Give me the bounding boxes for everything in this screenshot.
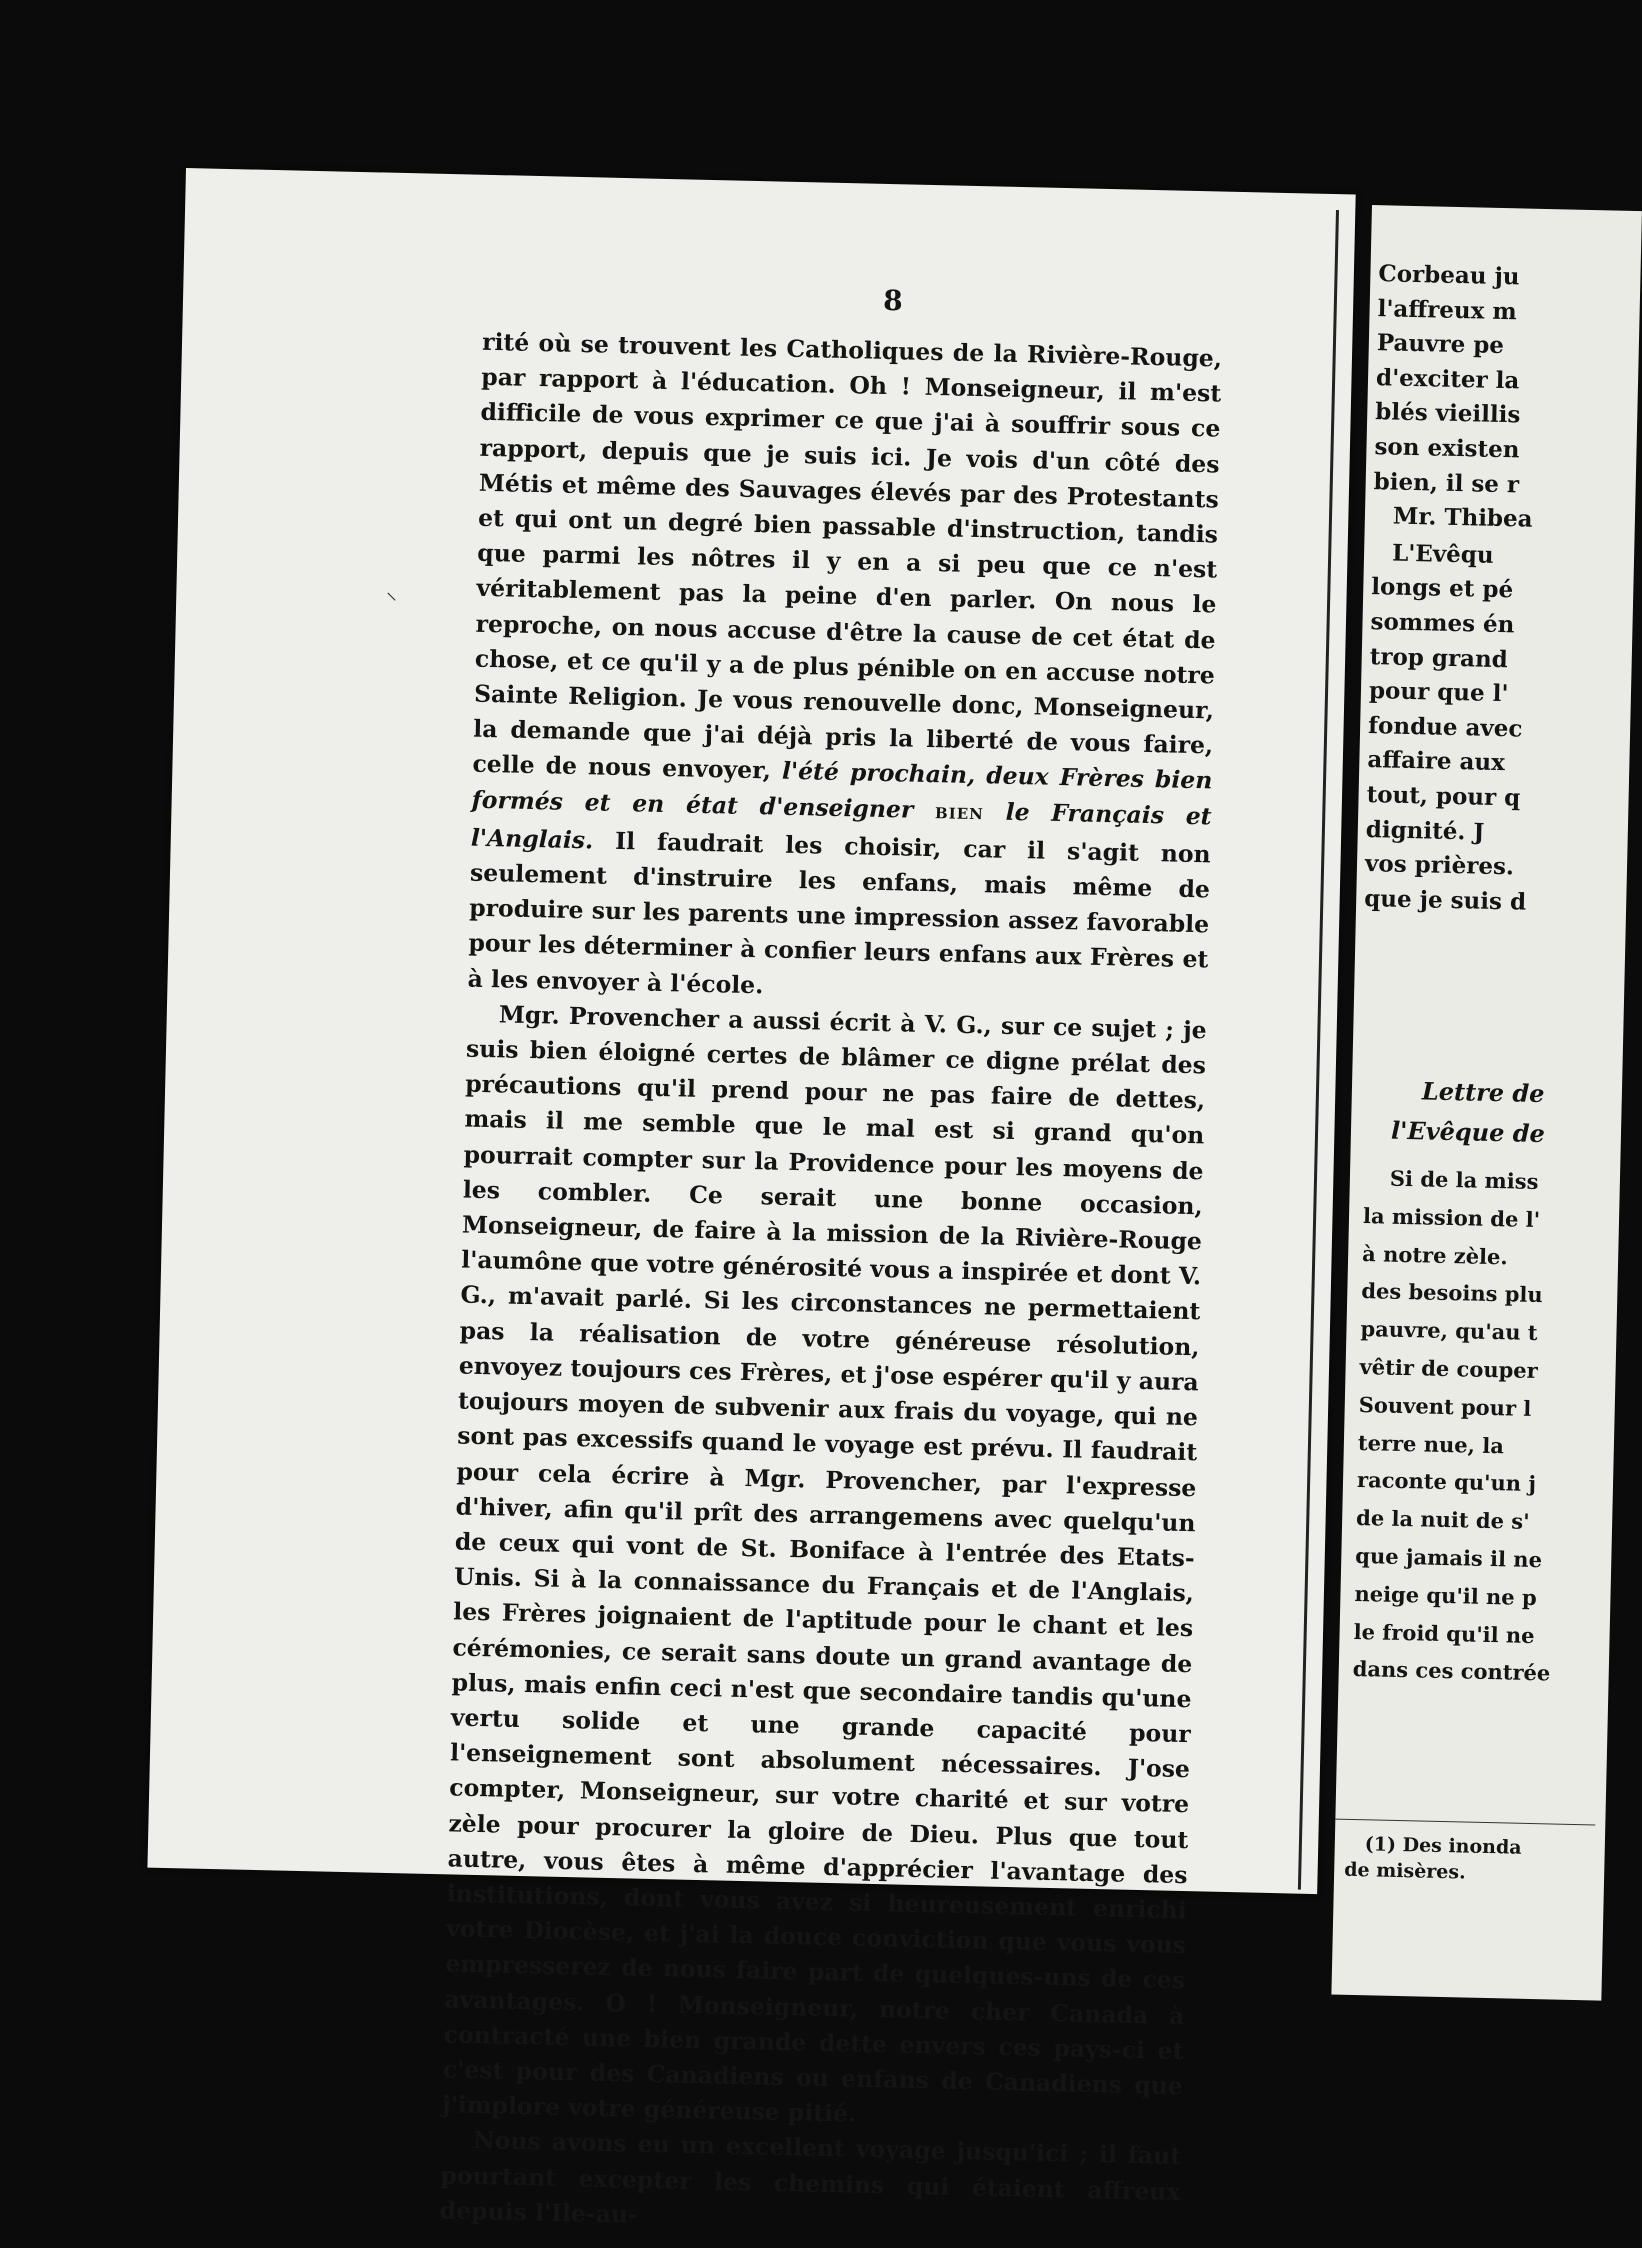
- text-line-fragment: Si de la miss: [1389, 1165, 1539, 1195]
- text-line-fragment: pauvre, qu'au t: [1360, 1316, 1538, 1346]
- text-line-fragment: raconte qu'un j: [1356, 1467, 1537, 1497]
- left-page-text: [439, 325, 1222, 2245]
- text-line-fragment: longs et pé: [1371, 573, 1514, 604]
- text-line-fragment: vos prières.: [1364, 850, 1515, 881]
- text-run: Nous avons eu un excellent voyage jusqu'ici ; il faut pourtant excepter les chemins qui étaient affreux depuis l'Ile-au-: [439, 2126, 1182, 2229]
- text-line-fragment: que je suis d: [1363, 884, 1527, 916]
- text-run: rité où se trouvent les Catholiques de la Rivière-Rouge, par rapport à l'éducation. Oh ! Monseigneur, il m'est difficile de vous exprimer ce que j'ai à souffrir sous ce rapport, depuis que je suis ici. Je vois d'un côté des Métis et même des Sauvages élevés par des Protestants et qui ont un degré bien passable d'instruction, tandis que parmi les nôtres il y en a si peu que ce n'est véritablement pas la peine d'en parler. On nous le reproche, on nous accuse d'être la cause de cet état de chose, et ce qu'il y a de plus pénible on en accuse notre Sainte Religion. Je vous renouvelle donc, Monseigneur, la demande que j'ai déjà pris la liberté de vous faire, celle de nous envoyer,: [472, 327, 1223, 786]
- text-line-fragment: que jamais il ne: [1355, 1542, 1543, 1573]
- text-line-fragment: à notre zèle.: [1361, 1240, 1509, 1269]
- text-line-fragment: sommes én: [1370, 608, 1515, 639]
- text-line-fragment: le froid qu'il ne: [1353, 1618, 1535, 1648]
- left-page: [147, 168, 1355, 2229]
- right-page: [1331, 205, 1642, 2001]
- text-line-fragment: fondue avec: [1367, 711, 1523, 743]
- italic-text-run: le Français et l'Anglais.: [470, 796, 1212, 855]
- text-line-fragment: la mission de l': [1362, 1202, 1541, 1232]
- text-line-fragment: blés vieillis: [1374, 398, 1521, 429]
- text-line-fragment: pour que l': [1368, 677, 1509, 708]
- smallcaps-text-run: BIEN: [934, 803, 985, 823]
- paragraph: [439, 2123, 1181, 2245]
- text-line-fragment: bien, il se r: [1373, 467, 1520, 498]
- text-line-fragment: vêtir de couper: [1359, 1354, 1539, 1384]
- text-line-fragment: Souvent pour l: [1358, 1391, 1532, 1421]
- text-line-fragment: Corbeau ju: [1378, 260, 1520, 291]
- text-line-fragment: L'Evêqu: [1391, 539, 1494, 569]
- paragraph: [442, 996, 1207, 2139]
- text-line-fragment: dans ces contrée: [1352, 1656, 1551, 1686]
- section-heading-fragment: l'Evêque de: [1390, 1115, 1546, 1149]
- text-line-fragment: l'affreux m: [1377, 294, 1518, 325]
- footnote-rule: [1335, 1819, 1595, 1826]
- page-number: 8: [882, 283, 904, 318]
- text-line-fragment: d'exciter la: [1375, 363, 1520, 395]
- text-line-fragment: de la nuit de s': [1355, 1505, 1530, 1535]
- margin-mark: ⸜: [386, 580, 398, 605]
- text-line-fragment: tout, pour q: [1366, 781, 1521, 812]
- text-line-fragment: son existen: [1374, 433, 1520, 464]
- text-line-fragment: trop grand: [1369, 642, 1509, 673]
- text-line-fragment: des besoins plu: [1361, 1278, 1543, 1308]
- footnote-fragment: (1) Des inonda: [1364, 1833, 1522, 1859]
- text-line-fragment: affaire aux: [1367, 746, 1506, 777]
- text-line-fragment: Pauvre pe: [1376, 329, 1505, 360]
- footnote-fragment: de misères.: [1343, 1858, 1466, 1884]
- text-line-fragment: terre nue, la: [1357, 1429, 1505, 1458]
- text-line-fragment: Mr. Thibea: [1392, 502, 1533, 533]
- text-line-fragment: neige qu'il ne p: [1354, 1580, 1537, 1610]
- text-run: Il faudrait les choisir, car il s'agit non seulement d'instruire les enfans, mais même de produire sur les parents une impression assez favorable pour les déterminer à confier leurs enfans aux Frères et à les envoyer à l'école.: [467, 826, 1212, 999]
- italic-text-run: l'été prochain, deux Frères bien formés et en état d'enseigner: [471, 757, 1213, 824]
- section-heading-fragment: Lettre de: [1421, 1076, 1545, 1109]
- text-line-fragment: dignité. J: [1365, 815, 1485, 846]
- text-run: Mgr. Provencher a aussi écrit à V. G., sur ce sujet ; je suis bien éloigné certes de blâmer ce digne prélat des précautions qu'il prend pour ne pas faire de dettes, mais il me semble que le mal est si grand qu'on pourrait compter sur la Providence pour les moyens de les combler. Ce serait une bonne occasion, Monseigneur, de faire à la mission de la Rivière-Rouge l'aumône que votre générosité vous a inspirée et dont V. G., m'avait parlé. Si les circonstances ne permettaient pas la réalisation de votre généreuse résolution, envoyez toujours ces Frères, et j'ose espérer qu'il y aura toujours moyen de subvenir aux frais du voyage, qui ne sont pas excessifs quand le voyage est prévu. Il faudrait pour cela écrire à Mgr. Provencher, par l'expresse d'hiver, afin qu'il prît des arrangemens avec quelqu'un de ceux qui vont de St. Boniface à l'entrée des Etats-Unis. Si à la connaissance du Français et de l'Anglais, les Frères joignaient de l'aptitude pour le chant et les cérémonies, ce serait sans doute un grand avantage de plus, mais enfin ceci n'est que secondaire tandis qu'une vertu solide et une grande capacité pour l'enseignement sont absolument nécessaires. J'ose compter, Monseigneur, sur votre charité et sur votre zèle pour procurer la gloire de Dieu. Plus que tout autre, vous êtes à même d'apprécier l'avantage des institutions, dont vous avez si heureusement enrichi votre Diocèse, et j'ai la douce conviction que vous vous empresserez de nous faire part de quelques-uns de ces avantages. O ! Monseigneur, notre cher Canada à contracté une bien grande dette envers ces pays-ci et c'est pour des Canadiens ou enfans de Canadiens que j'implore votre généreuse pitié.: [441, 1000, 1208, 2128]
- paragraph: [467, 325, 1222, 1013]
